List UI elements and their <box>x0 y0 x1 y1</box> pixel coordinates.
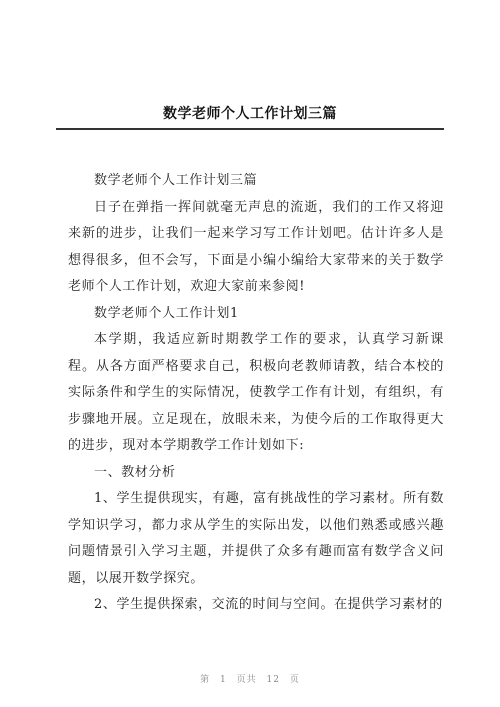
document-body <box>68 168 444 619</box>
page-header-title: 数学老师个人工作计划三篇 <box>163 106 337 122</box>
list-item-paragraph: 1、学生提供现实，有趣，富有挑战性的学习素材。所有数学知识学习，都力求从学生的实际出发，以他们熟悉或感兴趣问题情景引入学习主题，并提供了众多有趣而富有数学含义问题，以展开数学探究。 <box>68 491 444 586</box>
doc-title-paragraph: 数学老师个人工作计划三篇 <box>94 173 258 188</box>
footer-total-pages: 12 <box>266 675 280 685</box>
header-divider <box>56 128 444 130</box>
page-footer <box>0 672 500 685</box>
intro-paragraph: 日子在弹指一挥间就毫无声息的流逝，我们的工作又将迎来新的进步，让我们一起来学习写工作计划吧。估计许多人是想得很多，但不会写，下面是小编小编给大家带来的关于数学老师个人工作计划，欢迎大家前来参阅! <box>68 199 444 294</box>
body-paragraph: 本学期，我适应新时期教学工作的要求，认真学习新课程。从各方面严格要求自己，积极向老教师请教，结合本校的实际条件和学生的实际情况，使教学工作有计划，有组织，有步骤地开展。立足现在，放眼未来，为使今后的工作取得更大的进步，现对本学期教学工作计划如下: <box>68 332 444 453</box>
footer-middle: 页共 <box>236 675 257 685</box>
footer-page-number: 1 <box>220 675 227 685</box>
subsection-heading: 一、教材分析 <box>94 464 176 480</box>
list-item-paragraph: 2、学生提供探索，交流的时间与空间。在提供学习素材的 <box>94 597 443 612</box>
footer-prefix: 第 <box>200 675 211 685</box>
section-heading: 数学老师个人工作计划1 <box>94 305 239 321</box>
footer-suffix: 页 <box>289 675 300 685</box>
